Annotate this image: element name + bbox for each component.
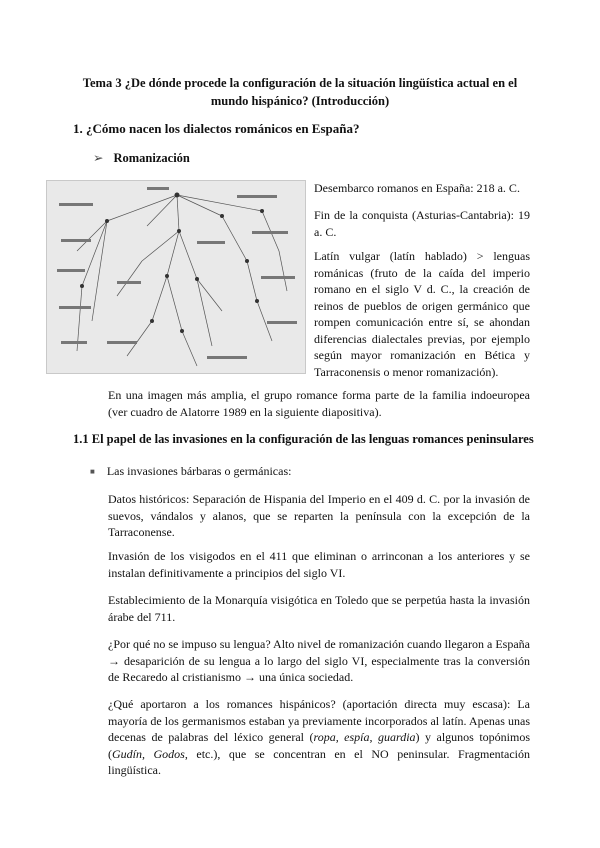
bullet-text: Las invasiones bárbaras o germánicas: (106, 464, 292, 478)
paragraph-monarquia: Establecimiento de la Monarquía visigótica en Toledo que se perpetúa hasta la invasión árabe del 711. (108, 593, 530, 624)
paragraph-indoeuropea: En una imagen más amplia, el grupo romance forma parte de la familia indoeuropea (ver cuadro de Alatorre 1989 en la siguiente diapositiva). (108, 388, 530, 419)
arrow-bullet-icon: ➢ (93, 151, 104, 165)
section-heading-1-1: 1.1 El papel de las invasiones en la configuración de las lenguas romances peninsulares (73, 432, 534, 446)
document-title: Tema 3 ¿De dónde procede la configuración de la situación lingüística actual en el mundo hispánico? (Introducción) (82, 76, 518, 108)
italic-examples: ropa, espía, guardia (313, 730, 416, 744)
paragraph-datos-historicos: Datos históricos: Separación de Hispania del Imperio en el 409 d. C. por la invasión de suevos, vándalos y alanos, que se reparten la península con la excepción de la Tarraconense. (108, 492, 530, 539)
text-span: , etc.), que se concentran en el NO peninsular. Fragmentación lingüística. (108, 746, 531, 777)
bullet-heading-text: Romanización (113, 151, 190, 165)
side-paragraph-2: Fin de la conquista (Asturias-Cantabria): 19 a. C. (314, 208, 530, 239)
bullet-invasiones (90, 464, 291, 479)
paragraph-aportaciones (108, 696, 530, 779)
text-span: ¿Qué aportaron a los romances hispánicos? (aportación directa muy escasa): La mayoría de los germanismos estaban ya previamente incorporados al latín. Apenas unas decenas de palabras del léxico general ( (108, 697, 530, 744)
side-paragraph-1: Desembarco romanos en España: 218 a. C. (314, 181, 520, 195)
diagram-icon (47, 181, 305, 373)
paragraph-visigodos: Invasión de los visigodos en el 411 que eliminan o arrinconan a los anteriores y se instalan definitivamente a principios del siglo VI. (108, 549, 530, 580)
bullet-romanizacion (93, 150, 190, 166)
bullet-dot-icon: ■ (90, 467, 95, 476)
italic-toponyms: Gudín, Godos (112, 746, 185, 761)
paragraph-lengua: ¿Por qué no se impuso su lengua? Alto nivel de romanización cuando llegaron a España → desaparición de su lengua a lo largo del siglo VI, especialmente tras la conversión de Recaredo al cristianismo → una única sociedad. (108, 637, 530, 684)
language-family-diagram-image (46, 180, 306, 374)
section-heading-1: 1. ¿Cómo nacen los dialectos románicos en España? (73, 121, 360, 136)
text-span: ) y algunos topónimos ( (108, 730, 530, 761)
side-paragraph-3: Latín vulgar (latín hablado) > lenguas románicas (fruto de la caída del imperio romano en el siglo V d. C., la creación de reinos de pueblos de origen germánico que rompen comunicación entre sí, se ahondan diferencias dialectales previas, por ejemplo según mayor romanización en Bética y Tarraconensis o menor romanización). (314, 249, 530, 379)
